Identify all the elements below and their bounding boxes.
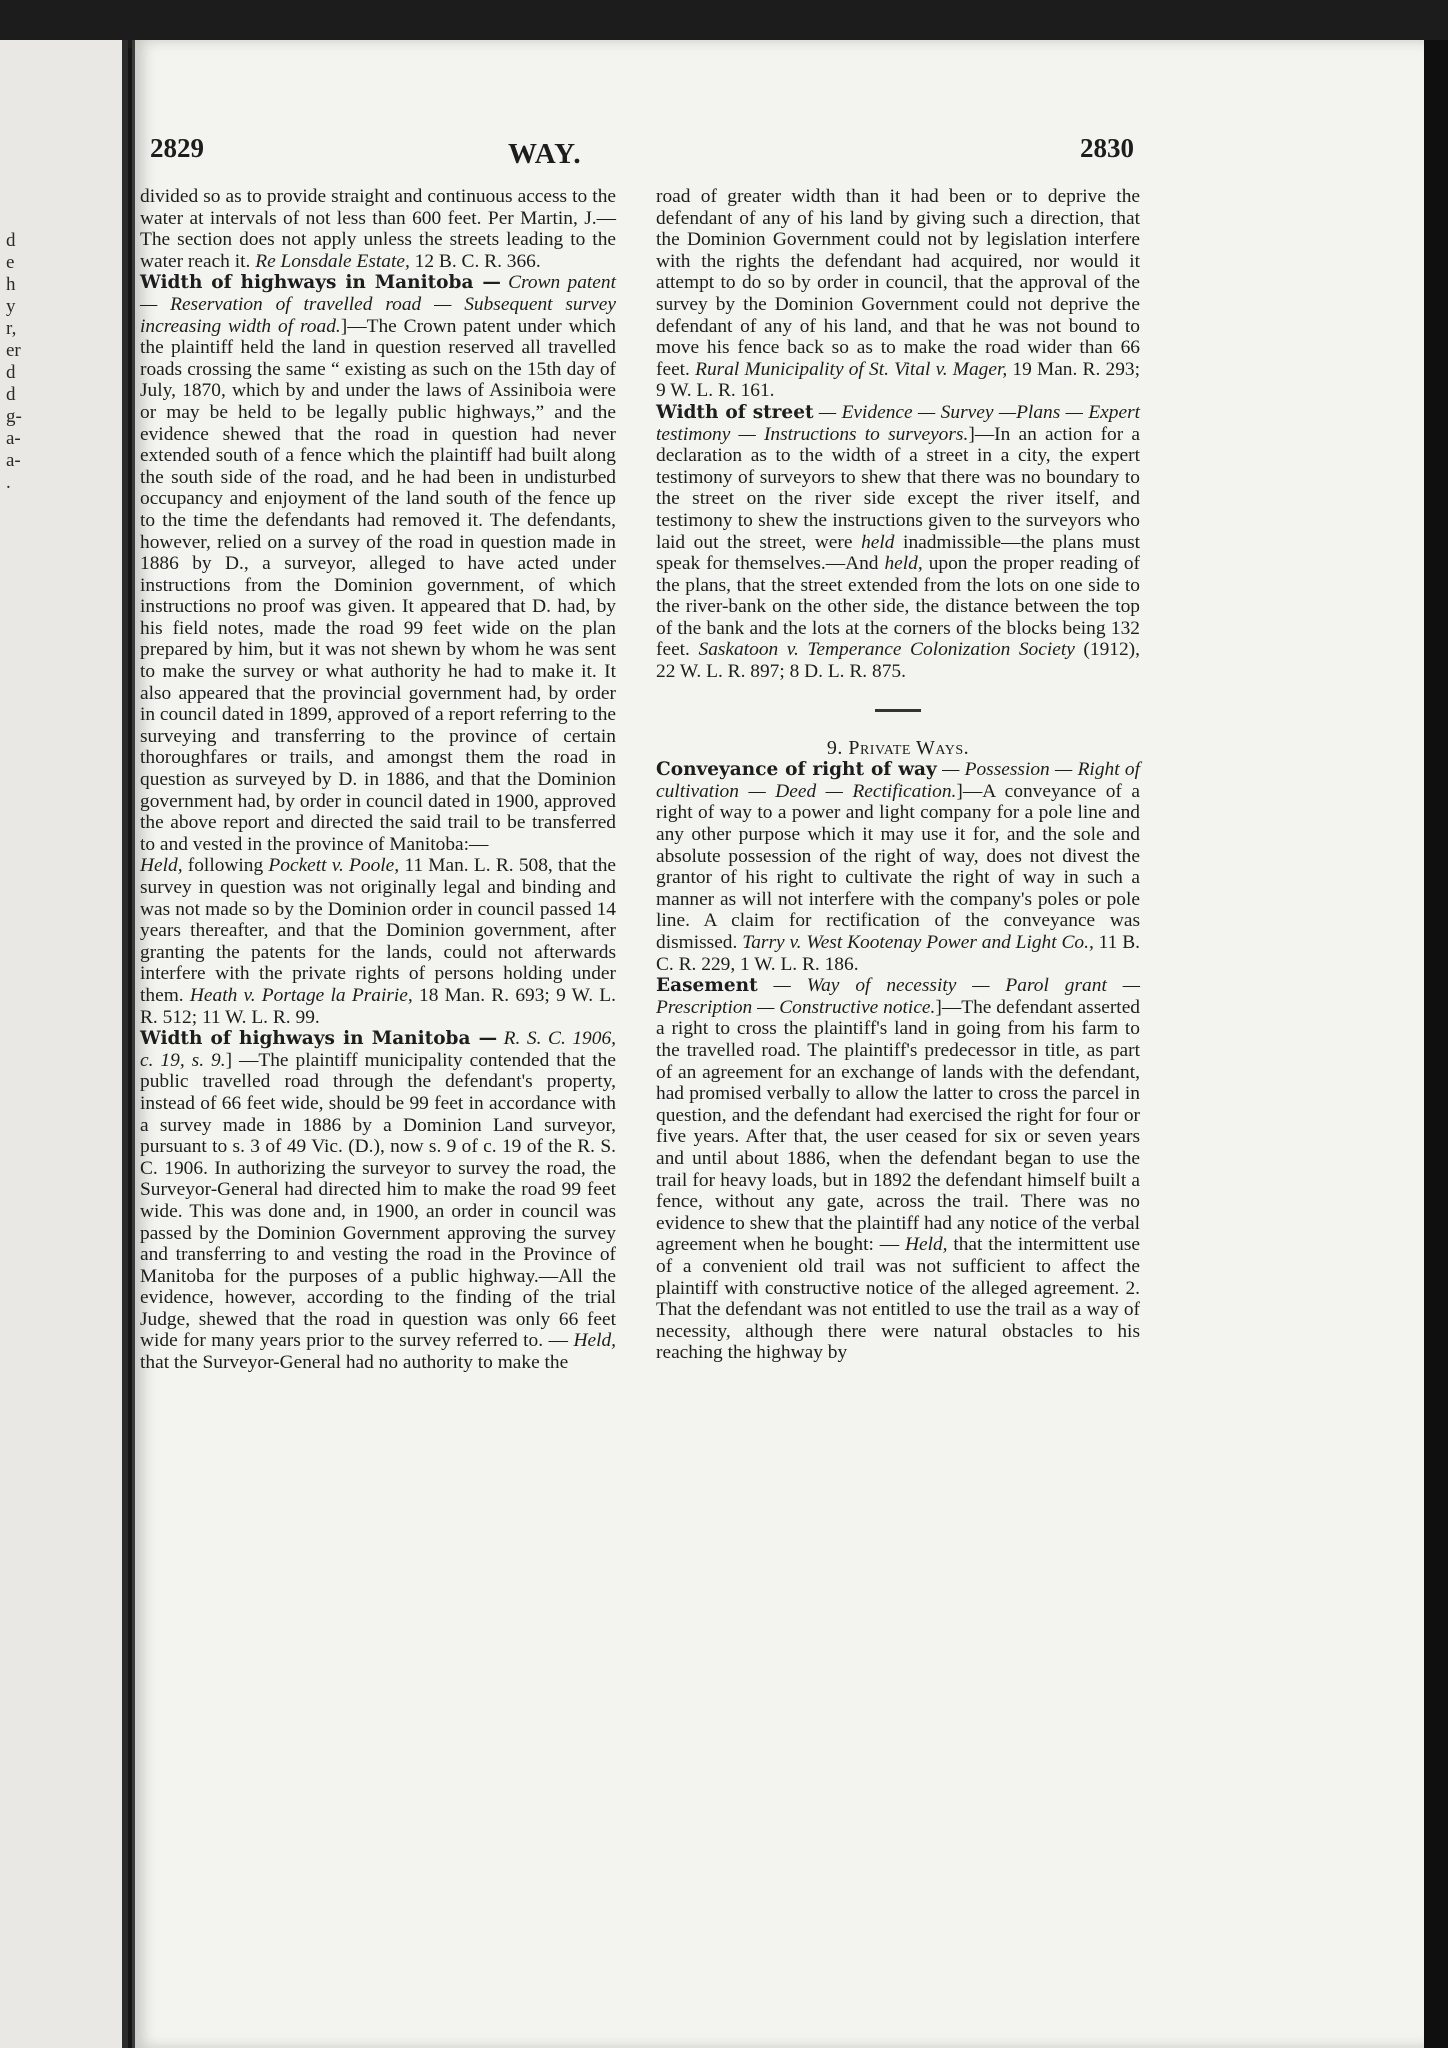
fragment: d [6,384,16,405]
fragment: d [6,362,16,383]
column-left [140,186,616,1374]
entry-heading: Width of highways in Manitoba — [140,1028,498,1050]
entry-heading: Easement [656,975,758,997]
running-head: WAY. [508,138,582,170]
entry-conveyance-of-right-of-way: Conveyance of right of way — Possession — Right of cultivation — Deed — Rectification.]—A conveyance of a right of way to a power and light company for a pole line and any other purpose which it may use it for, and the sole and absolute possession of the right of way, does not divest the grantor of his right to cultivate the right of way in such a manner as will not interfere with the company's poles or pole line. A claim for rectification of the conveyance was dismissed. Tarry v. West Kootenay Power and Light Co., 11 B. C. R. 229, 1 W. L. R. 186. [656,759,1141,975]
fragment: a- [6,450,21,471]
fragment: g- [6,406,22,427]
scan-border-right [1424,40,1448,2048]
fragment: . [6,472,11,493]
adjacent-page-edge [0,40,128,2048]
entry-heading: Width of highways in Manitoba — [140,272,501,294]
entry-width-of-street: Width of street — Evidence — Survey —Plans — Expert testimony — Instructions to surveyors.]—In an action for a declaration as to the width of a street in a city, the expert testimony of surveyors to shew that there was no boundary to the street on the river side except the river itself, and testimony to shew the instructions given to the surveyors who laid out the street, were held inadmissible—the plans must speak for themselves.—And held, upon the proper reading of the plans, that the street extended from the lots on one side to the river-bank on the other side, the distance between the top of the bank and the lots at the corners of the blocks being 132 feet. Saskatoon v. Temperance Colonization Society (1912), 22 W. L. R. 897; 8 D. L. R. 875. [656,401,1140,683]
fragment: a- [6,428,21,449]
entry-easement: Easement — Way of necessity — Parol grant — Prescription — Constructive notice.]—The defendant asserted a right to cross the plaintiff's land in going from his farm to the travelled road. The plaintiff's predecessor in title, as part of an agreement for an exchange of lands with the defendant, had promised verbally to allow the latter to cross the parcel in question, and the defendant had exercised the right for four or five years. After that, the user ceased for six or seven years and until about 1886, when the defendant began to use the trail for heavy loads, but in 1892 the defendant himself built a fence, without any gate, across the trail. There was no evidence to shew that the plaintiff had any notice of the verbal agreement when he bought: — Held, that the intermittent use of a convenient old trail was not sufficient to affect the plaintiff with constructive notice of the alleged agreement. 2. That the defendant was not entitled to use the trail as a way of necessity, although there were natural obstacles to his reaching the highway by [656,975,1140,1364]
fragment: d [6,230,16,251]
entry-width-of-highways-1: Width of highways in Manitoba — Crown patent — Reservation of travelled road — Subsequent survey increasing width of road.]—The Crown patent under which the plaintiff held the land in question reserved all travelled roads crossing the same “ existing as such on the 15th day of July, 1870, which by and under the laws of Assiniboia were or may be held to be legally public highways,” and the evidence shewed that the road in question had never extended south of a fence which the plaintiff had built along the south side of the road, and he had been in undisturbed occupancy and enjoyment of the land south of the fence up to the time the defendants had removed it. The defendants, however, relied on a survey of the road in question made in 1886 by D., a surveyor, alleged to have acted under instructions from the Dominion government, of which instructions no proof was given. It appeared that D. had, by his field notes, made the road 99 feet wide on the plan prepared by him, but it was not shewn by whom he was sent to make the survey or what authority he had to make it. It also appeared that the provincial government had, by order in council dated in 1899, approved of a report referring to the surveying and transferring to the province of certain thoroughfares or trails, and amongst them the road in question as surveyed by D. in 1886, and that the Dominion government had, by order in council dated in 1900, approved the above report and directed the said trail to be transferred to and vested in the province of Manitoba:— Held, following Pockett v. Poole, 11 Man. L. R. 508, that the survey in question was not originally legal and binding and was not made so by the Dominion order in council passed 14 years thereafter, and that the Dominion government, after granting the patents for the lands, could not afterwards interfere with the private rights of persons holding under them. Heath v. Portage la Prairie, 18 Man. R. 693; 9 W. L. R. 512; 11 W. L. R. 99. [140,272,616,1028]
continuation-paragraph: road of greater width than it had been or to deprive the defendant of any of his land by giving such a direction, that the Dominion Government could not by legislation interfere with the rights the defendant had acquired, nor would it attempt to do so by order in council, that the approval of the survey by the Dominion Government could not deprive the defendant of any of his land, and that he was not bound to move his fence back so as to make the road wider than 66 feet. Rural Municipality of St. Vital v. Mager, 19 Man. R. 293; 9 W. L. R. 161. [656,186,1140,402]
section-title: 9. Private Ways. [826,736,970,759]
continuation-paragraph: divided so as to provide straight and continuous access to the water at intervals of not less than 600 feet. Per Martin, J.—The section does not apply unless the streets leading to the water reach it. Re Lonsdale Estate, 12 B. C. R. 366. [140,186,616,272]
fragment: e [6,252,15,273]
entry-heading: Width of street [656,401,814,423]
fragment: y [6,296,16,317]
page-number-right: 2830 [1080,133,1134,163]
fragment: h [6,274,16,295]
fragment: r, [6,318,17,339]
page-number-left: 2829 [150,133,204,163]
entry-width-of-highways-2: Width of highways in Manitoba — R. S. C. 1906, c. 19, s. 9.] —The plaintiff municipality contended that the public travelled road through the defendant's property, instead of 66 feet wide, should be 99 feet in accordance with a survey made in 1886 by a Dominion Land surveyor, pursuant to s. 3 of 49 Vic. (D.), now s. 9 of c. 19 of the R. S. C. 1906. In authorizing the surveyor to survey the road, the Surveyor-General had directed him to make the road 99 feet wide. This was done and, in 1900, an order in council was passed by the Dominion Government approving the survey and transferring to and vesting the road in the Province of Manitoba for the purposes of a public highway.—All the evidence, however, according to the finding of the trial Judge, shewed that the road in question was only 66 feet wide for many years prior to the survey referred to. — Held, that the Surveyor-General had no authority to make the [140,1028,616,1374]
fragment: er [6,340,21,361]
section-divider [875,709,921,712]
entry-heading: Conveyance of right of way [656,759,937,781]
column-right [656,186,1140,1364]
